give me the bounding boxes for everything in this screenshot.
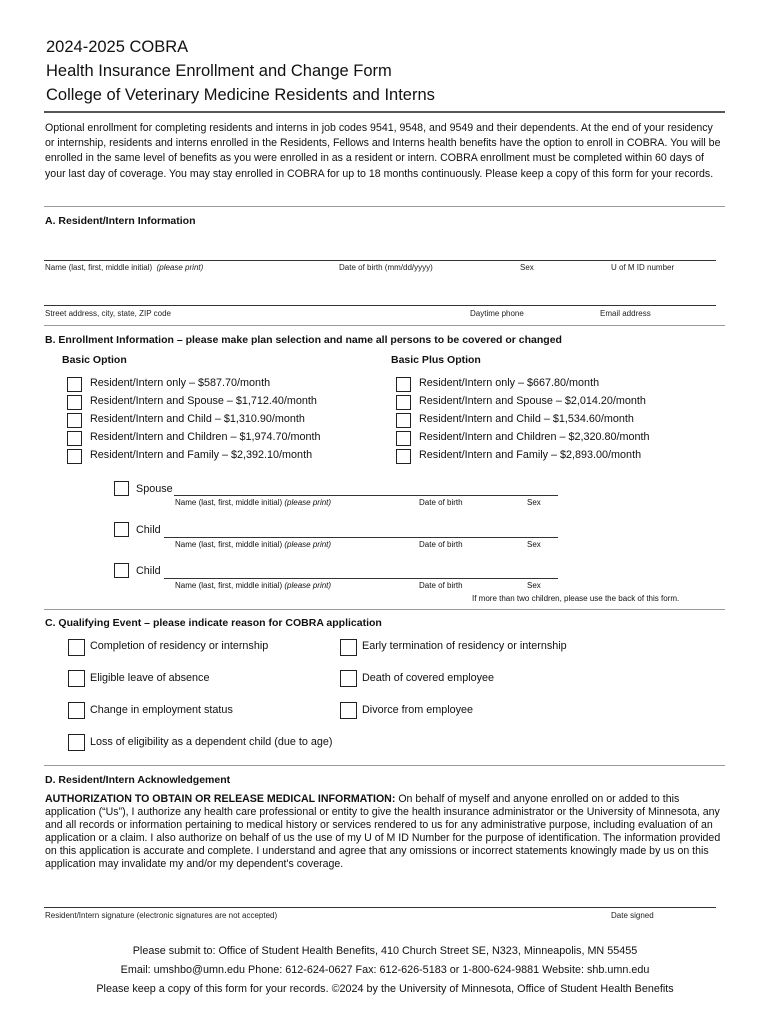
intro-paragraph: Optional enrollment for completing residents and interns in job codes 9541, 9548, and 9549 and their dependents. At the end of your residency or internship, residents and interns enrolled in the Residents, Fellows and Interns health benefits have the option to enroll in COBRA. You will be enrolled in the same level of benefits as you were enrolled in as a resident or intern. COBRA enrollment must be completed within 60 days of your last day of coverage. You may stay enrolled in COBRA for up to 18 months continuously. Please keep a copy of this form for your records. [45,122,721,180]
plus-child-label: Resident/Intern and Child – $1,534.60/month [419,413,634,425]
plus-children-label: Resident/Intern and Children – $2,320.80/month [419,431,650,443]
plus-family-checkbox[interactable] [396,449,411,464]
basic-child-checkbox[interactable] [67,413,82,428]
phone-label: Daytime phone [470,309,524,318]
section-c-title: C. Qualifying Event – please indicate reason for COBRA application [45,617,382,629]
dep-dob-label: Date of birth [419,581,463,590]
form-title-year: 2024-2025 COBRA [46,38,189,56]
basic-option-title: Basic Option [62,354,127,366]
basic-only-label: Resident/Intern only – $587.70/month [90,377,271,389]
dep-sex-label: Sex [527,498,541,507]
footer-copyright: Please keep a copy of this form for your records. ©2024 by the University of Minnesota, Office of Student Health Benefits [96,983,674,995]
child1-info-line[interactable] [164,537,558,538]
child2-info-line[interactable] [164,578,558,579]
info-row2-line[interactable] [44,305,716,306]
divorce-checkbox[interactable] [340,702,357,719]
sex-label: Sex [520,263,534,272]
plus-only-checkbox[interactable] [396,377,411,392]
footer-submit: Please submit to: Office of Student Health Benefits, 410 Church Street SE, N323, Minneapolis, MN 55455 [132,945,638,957]
umid-label: U of M ID number [611,263,675,272]
plus-spouse-label: Resident/Intern and Spouse – $2,014.20/month [419,395,646,407]
spouse-checkbox[interactable] [114,481,129,496]
divider [44,765,725,766]
divider [44,609,725,610]
basic-spouse-label: Resident/Intern and Spouse – $1,712.40/month [90,395,317,407]
street-label: Street address, city, state, ZIP code [45,309,171,318]
dep-name-label: Name (last, first, middle initial) (please print) [175,581,332,590]
child1-checkbox[interactable] [114,522,129,537]
leave-label: Eligible leave of absence [90,672,210,684]
basic-family-label: Resident/Intern and Family – $2,392.10/month [90,449,313,461]
dep-dob-label: Date of birth [419,498,463,507]
basic-child-label: Resident/Intern and Child – $1,310.90/month [90,413,305,425]
divider [44,325,725,326]
leave-checkbox[interactable] [68,670,85,687]
basic-plus-option-title: Basic Plus Option [391,354,481,366]
dep-dob-label: Date of birth [419,540,463,549]
child2-label: Child [136,565,161,577]
death-label: Death of covered employee [362,672,495,684]
spouse-label: Spouse [136,483,173,495]
employment-change-label: Change in employment status [90,704,233,716]
dep-sex-label: Sex [527,581,541,590]
footer-contact: Email: umshbo@umn.edu Phone: 612-624-0627 Fax: 612-626-5183 or 1-800-624-9881 Website: shb.umn.edu [120,964,650,976]
more-children-note: If more than two children, please use the back of this form. [472,594,680,603]
dep-name-label: Name (last, first, middle initial) (please print) [175,498,332,507]
section-a-title: A. Resident/Intern Information [45,215,196,227]
plus-only-label: Resident/Intern only – $667.80/month [419,377,600,389]
plus-children-checkbox[interactable] [396,431,411,446]
plus-spouse-checkbox[interactable] [396,395,411,410]
info-row1-line[interactable] [44,260,716,261]
authorization-body: On behalf of myself and anyone enrolled on or added to this application (“Us”), I authorize any health care professional or entity to give the health insurance administrator or the University of Minnesota, any and all records or information pertaining to medical history or services rendered to us for any administrative purpose, including evaluation of an application or a claim. I also authorize on behalf of us the use of my U of M ID Number for the purpose of identification. The information provided on this application is accurate and complete. I understand and agree that any omissions or incorrect statements knowingly made by us on this application may invalidate my and/or my dependent's coverage. [45,793,721,870]
dep-name-label: Name (last, first, middle initial) (please print) [175,540,332,549]
plus-child-checkbox[interactable] [396,413,411,428]
date-signed-label: Date signed [611,911,654,920]
loss-eligibility-checkbox[interactable] [68,734,85,751]
early-termination-label: Early termination of residency or internship [362,640,567,652]
early-termination-checkbox[interactable] [340,639,357,656]
basic-children-checkbox[interactable] [67,431,82,446]
completion-checkbox[interactable] [68,639,85,656]
dob-label: Date of birth (mm/dd/yyyy) [339,263,433,272]
form-subtitle: College of Veterinary Medicine Residents and Interns [46,86,435,104]
death-checkbox[interactable] [340,670,357,687]
signature-line[interactable] [44,907,716,908]
form-title: Health Insurance Enrollment and Change Form [46,62,392,80]
completion-label: Completion of residency or internship [90,640,269,652]
basic-only-checkbox[interactable] [67,377,82,392]
loss-eligibility-label: Loss of eligibility as a dependent child (due to age) [90,736,333,748]
email-label: Email address [600,309,651,318]
name-label: Name (last, first, middle initial) (please print) [45,263,204,272]
authorization-heading: AUTHORIZATION TO OBTAIN OR RELEASE MEDICAL INFORMATION: [45,793,396,805]
basic-family-checkbox[interactable] [67,449,82,464]
child2-checkbox[interactable] [114,563,129,578]
authorization-text [45,793,725,871]
divorce-label: Divorce from employee [362,704,474,716]
employment-change-checkbox[interactable] [68,702,85,719]
spouse-info-line[interactable] [174,495,558,496]
divider [44,206,725,207]
child1-label: Child [136,524,161,536]
signature-label: Resident/Intern signature (electronic signatures are not accepted) [45,911,278,920]
plus-family-label: Resident/Intern and Family – $2,893.00/month [419,449,642,461]
dep-sex-label: Sex [527,540,541,549]
section-d-title: D. Resident/Intern Acknowledgement [45,774,231,786]
basic-children-label: Resident/Intern and Children – $1,974.70/month [90,431,321,443]
basic-spouse-checkbox[interactable] [67,395,82,410]
section-b-title: B. Enrollment Information – please make plan selection and name all persons to be covered or changed [45,334,562,346]
header-divider [44,111,725,113]
